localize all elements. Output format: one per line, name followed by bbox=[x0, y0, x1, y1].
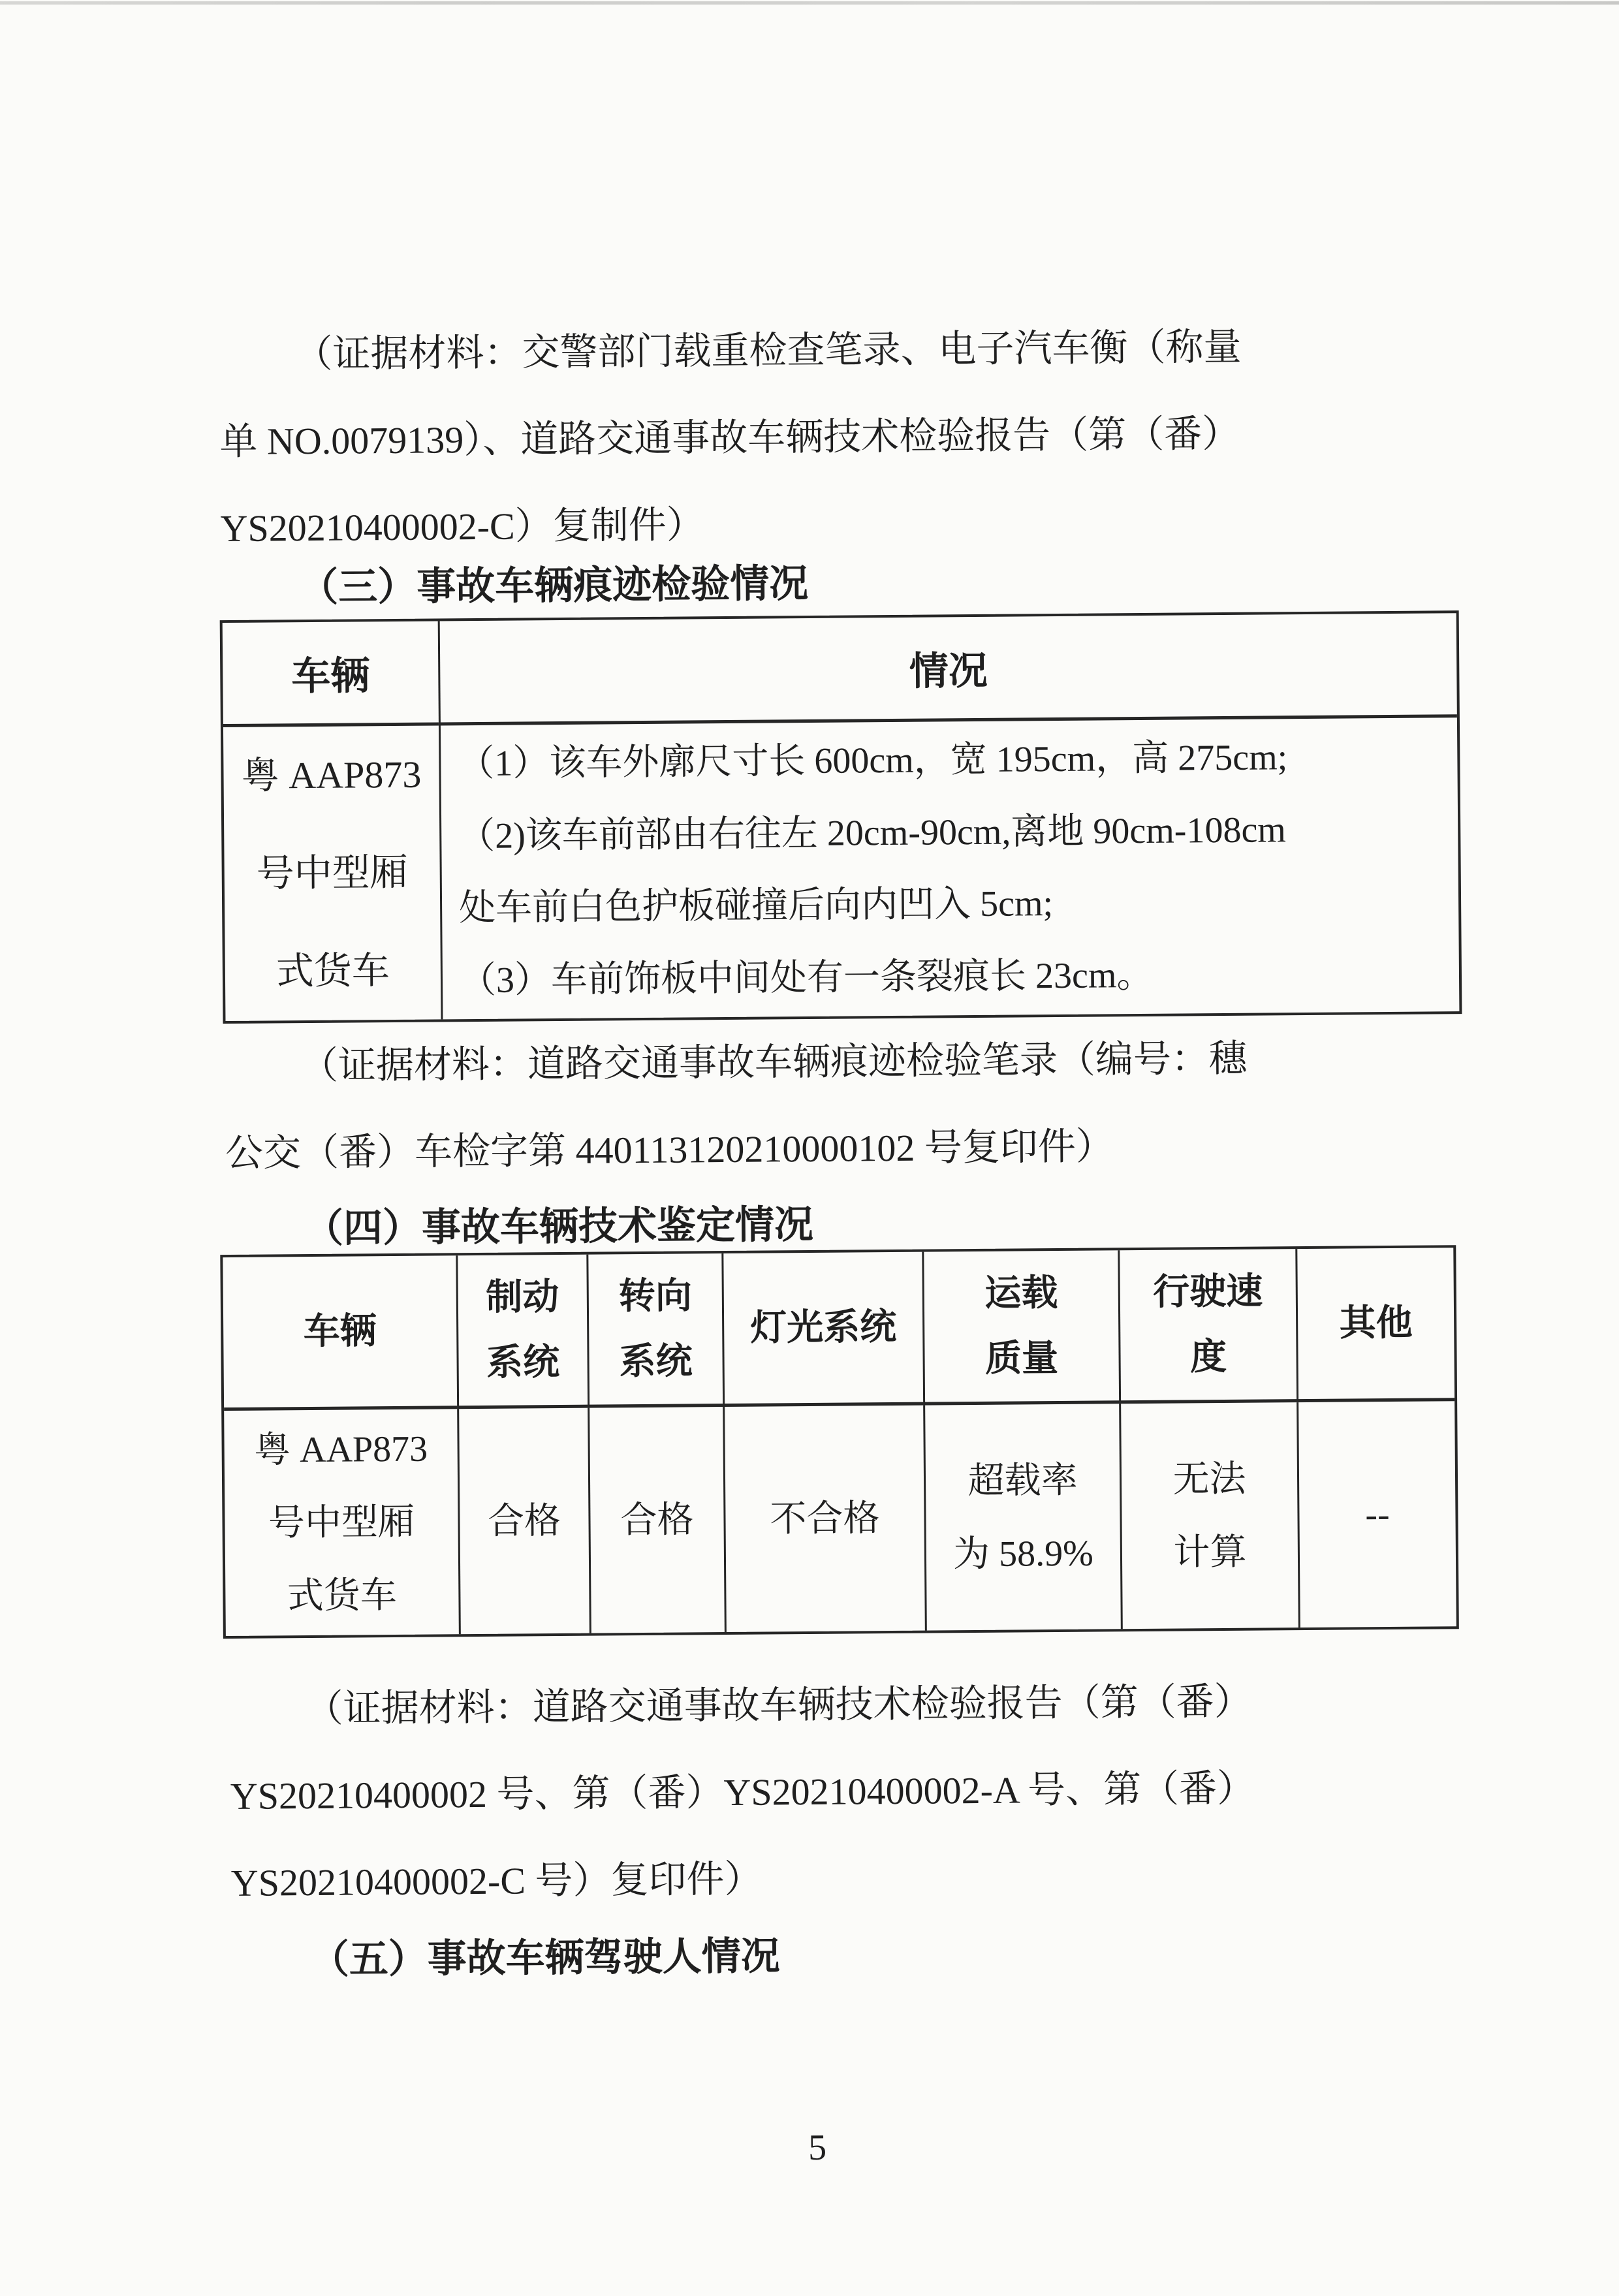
table2-header-other bbox=[1295, 1248, 1454, 1402]
header-line: 其他 bbox=[1339, 1302, 1413, 1344]
paragraph-line: YS20210400002-C 号）复印件） bbox=[230, 1857, 762, 1904]
vehicle-line: 粤 AAP873 bbox=[241, 753, 422, 797]
paragraph-line: YS20210400002 号、第（番）YS20210400002-A 号、第（番） bbox=[230, 1767, 1255, 1817]
header-line: 制动 bbox=[486, 1277, 559, 1318]
table2-header-lights bbox=[721, 1252, 923, 1407]
table2-vehicle-cell bbox=[224, 1409, 459, 1636]
table2-header-steering bbox=[586, 1253, 723, 1408]
header-line: 车辆 bbox=[303, 1311, 377, 1353]
vehicle-line: 式货车 bbox=[275, 949, 390, 993]
table2-header-load bbox=[922, 1250, 1119, 1405]
paragraph-line: （证据材料：交警部门载重检查笔录、电子汽车衡（称量 bbox=[294, 325, 1242, 376]
header-line: 度 bbox=[1189, 1336, 1227, 1378]
evidence-paragraph-2 bbox=[225, 1014, 1404, 1197]
table1-vehicle-cell bbox=[223, 725, 441, 1021]
section-3-heading: （三）事故车辆痕迹检验情况 bbox=[299, 561, 809, 610]
table1-header-situation: 情况 bbox=[438, 613, 1457, 725]
situation-line: （1）该车外廓尺寸长 600cm，宽 195cm，高 275cm; bbox=[458, 737, 1288, 785]
table2-header-speed bbox=[1118, 1249, 1297, 1404]
paragraph-line: （证据材料：道路交通事故车辆痕迹检验笔录（编号：穗 bbox=[300, 1037, 1248, 1088]
table2-other-result bbox=[1297, 1401, 1456, 1628]
section-4-heading: （四）事故车辆技术鉴定情况 bbox=[304, 1203, 814, 1251]
trace-inspection-table bbox=[220, 610, 1462, 1024]
evidence-paragraph-1 bbox=[219, 302, 1399, 572]
table1-situation-cell bbox=[439, 717, 1459, 1019]
table2-speed-result bbox=[1119, 1402, 1298, 1629]
header-line: 行驶速 bbox=[1153, 1271, 1263, 1313]
vehicle-line: 号中型厢 bbox=[256, 851, 408, 895]
table2-lights-result bbox=[723, 1406, 925, 1632]
vehicle-line: 式货车 bbox=[287, 1575, 398, 1616]
header-line: 转向 bbox=[618, 1276, 693, 1317]
result-line: 不合格 bbox=[770, 1498, 880, 1539]
section-5-heading: （五）事故车辆驾驶人情况 bbox=[309, 1934, 781, 1982]
result-line: 无法 bbox=[1172, 1458, 1246, 1500]
situation-line: （2)该车前部由右往左 20cm-90cm,离地 90cm-108cm bbox=[458, 810, 1287, 857]
paragraph-line: 单 NO.0079139）、道路交通事故车辆技术检验报告（第（番） bbox=[219, 412, 1240, 464]
header-line: 质量 bbox=[984, 1338, 1059, 1379]
result-line: 为 58.9% bbox=[952, 1533, 1093, 1575]
table2-header-brake bbox=[456, 1255, 588, 1409]
vehicle-line: 粤 AAP873 bbox=[253, 1428, 428, 1471]
paragraph-line: （证据材料：道路交通事故车辆技术检验报告（第（番） bbox=[305, 1680, 1252, 1731]
header-line: 运载 bbox=[984, 1273, 1058, 1314]
header-line: 灯光系统 bbox=[749, 1306, 897, 1349]
header-line: 系统 bbox=[486, 1342, 560, 1383]
vehicle-line: 号中型厢 bbox=[268, 1502, 415, 1544]
situation-line: （3）车前饰板中间处有一条裂痕长 23cm。 bbox=[459, 954, 1154, 1001]
result-line: -- bbox=[1365, 1494, 1390, 1535]
paragraph-line: YS20210400002-C）复制件） bbox=[220, 503, 704, 550]
table2-steering-result bbox=[588, 1407, 725, 1633]
table2-brake-result bbox=[457, 1408, 589, 1635]
result-line: 合格 bbox=[620, 1499, 694, 1541]
result-line: 计算 bbox=[1173, 1532, 1247, 1573]
page-number: 5 bbox=[808, 2127, 827, 2169]
result-line: 超载率 bbox=[967, 1460, 1078, 1502]
table2-header-vehicle bbox=[223, 1255, 457, 1411]
evidence-paragraph-3 bbox=[229, 1657, 1409, 1926]
result-line: 合格 bbox=[487, 1500, 561, 1542]
table1-header-vehicle: 车辆 bbox=[223, 621, 439, 727]
paragraph-line: 公交（番）车检字第 440113120210000102 号复印件） bbox=[225, 1125, 1114, 1175]
technical-appraisal-table bbox=[220, 1245, 1459, 1639]
table2-load-result bbox=[923, 1404, 1121, 1630]
header-line: 系统 bbox=[619, 1341, 693, 1383]
situation-line: 处车前白色护板碰撞后向内凹入 5cm; bbox=[458, 883, 1054, 929]
